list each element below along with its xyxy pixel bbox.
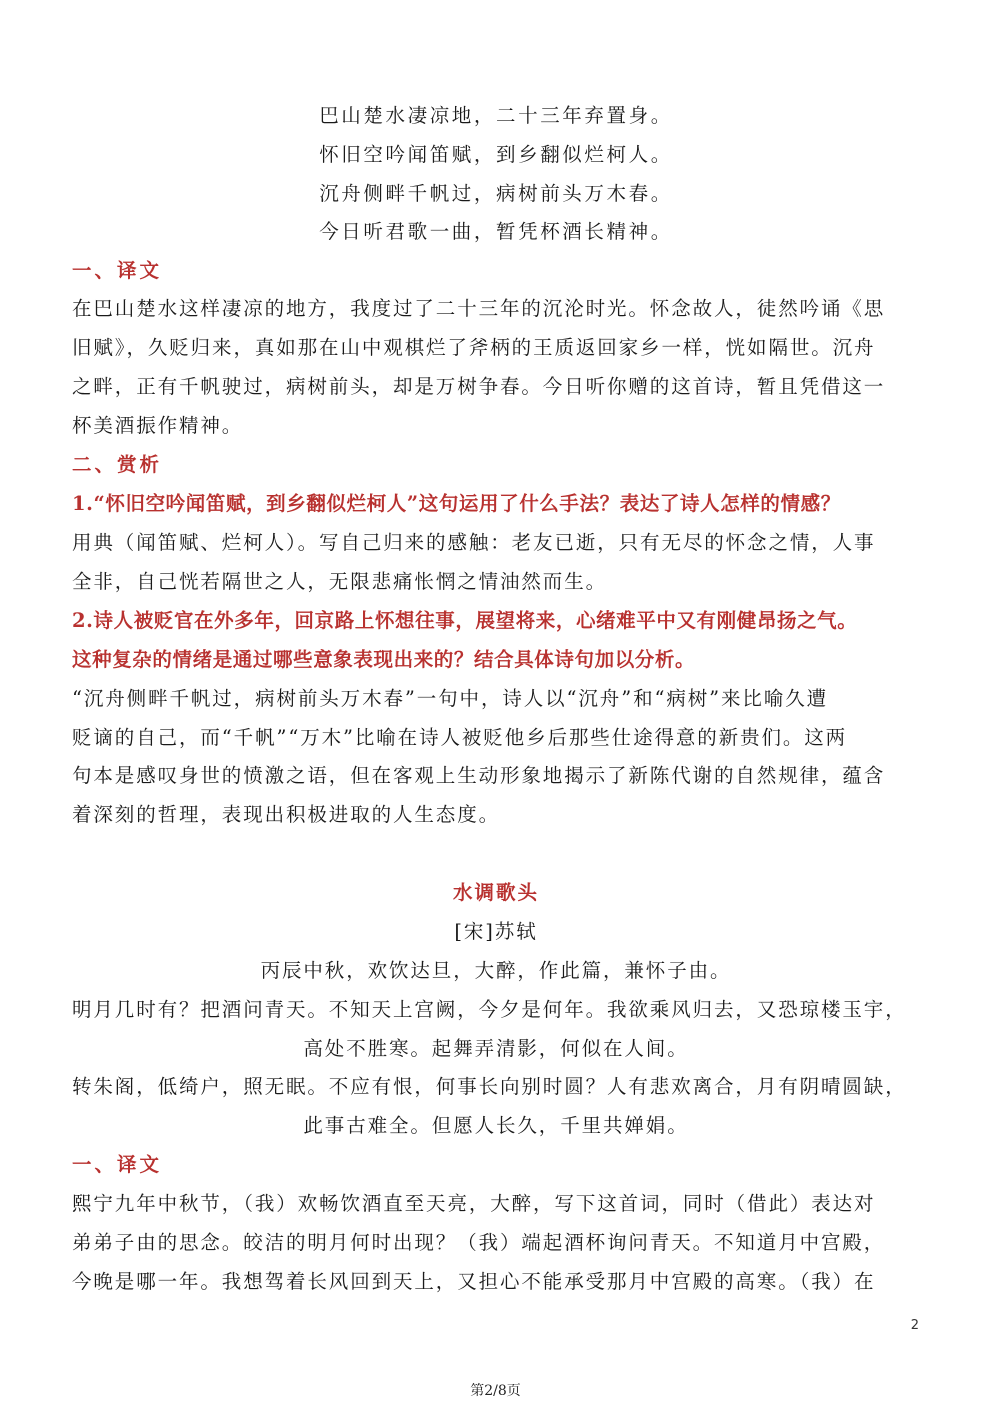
question-1: 1.“怀旧空吟闻笛赋，到乡翻似烂柯人”这句运用了什么手法？表达了诗人怎样的情感？ [72,492,841,515]
poem2-line: 此事古难全。但愿人长久，千里共婵娟。 [303,1114,689,1137]
paragraph-line: 弟弟子由的思念。皎洁的明月何时出现？（我）端起酒杯询问青天。不知道月中宫殿， [72,1231,886,1254]
paragraph-line: 旧赋》，久贬归来，真如那在山中观棋烂了斧柄的王质返回家乡一样，恍如隔世。沉舟 [72,336,876,359]
question-2: 2.诗人被贬官在外多年，回京路上怀想往事，展望将来，心绪难平中又有刚健昂扬之气。 [72,609,858,632]
poem1-line: 巴山楚水凄凉地，二十三年弃置身。 [319,104,673,127]
poem1-line: 今日听君歌一曲，暂凭杯酒长精神。 [319,220,673,243]
question-2: 这种复杂的情绪是通过哪些意象表现出来的？结合具体诗句加以分析。 [72,648,696,671]
poem2-author: [宋]苏轼 [454,920,538,943]
paragraph-line: 之畔，正有千帆驶过，病树前头，却是万树争春。今日听你赠的这首诗，暂且凭借这一 [72,375,886,398]
poem2-line: 高处不胜寒。起舞弄清影，何似在人间。 [303,1037,689,1060]
answer-line: 全非，自己恍若隔世之人，无限悲痛怅惘之情油然而生。 [72,570,608,593]
translation-heading: 一、译文 [72,259,163,282]
paragraph-line: 杯美酒振作精神。 [72,414,244,437]
poem2-line: 明月几时有？把酒问青天。不知天上宫阙，今夕是何年。我欲乘风归去，又恐琼楼玉宇， [72,998,907,1021]
answer-line: “沉舟侧畔千帆过，病树前头万木春”一句中，诗人以“沉舟”和“病树”来比喻久遭 [72,687,829,710]
poem2-title: 水调歌头 [452,881,539,904]
paragraph-line: 熙宁九年中秋节，（我）欢畅饮酒直至天亮，大醉，写下这首词，同时（借此）表达对 [72,1192,876,1215]
paragraph-line: 今晚是哪一年。我想驾着长风回到天上，又担心不能承受那月中宫殿的高寒。（我）在 [72,1270,876,1293]
translation-heading: 一、译文 [72,1153,163,1176]
answer-line: 贬谪的自己，而“千帆”“万木”比喻在诗人被贬他乡后那些仕途得意的新贵们。这两 [72,726,848,749]
appreciation-heading: 二、赏析 [72,453,163,476]
poem1-line: 沉舟侧畔千帆过，病树前头万木春。 [319,182,673,205]
poem1-line: 怀旧空吟闻笛赋，到乡翻似烂柯人。 [319,143,673,166]
poem2-line: 转朱阁，低绮户，照无眠。不应有恨，何事长向别时圆？人有悲欢离合，月有阴晴圆缺， [72,1075,907,1098]
poem2-preface: 丙辰中秋，欢饮达旦，大醉，作此篇，兼怀子由。 [260,959,732,982]
answer-line: 句本是感叹身世的愤激之语，但在客观上生动形象地揭示了新陈代谢的自然规律，蕴含 [72,764,886,787]
page-number: 2 [910,1318,919,1333]
answer-line: 用典（闻笛赋、烂柯人）。写自己归来的感触：老友已逝，只有无尽的怀念之情，人事 [72,531,876,554]
page-footer: 第2/8页 [470,1383,521,1399]
answer-line: 着深刻的哲理，表现出积极进取的人生态度。 [72,803,501,826]
paragraph-line: 在巴山楚水这样凄凉的地方，我度过了二十三年的沉沦时光。怀念故人，徒然吟诵《思 [72,297,886,320]
